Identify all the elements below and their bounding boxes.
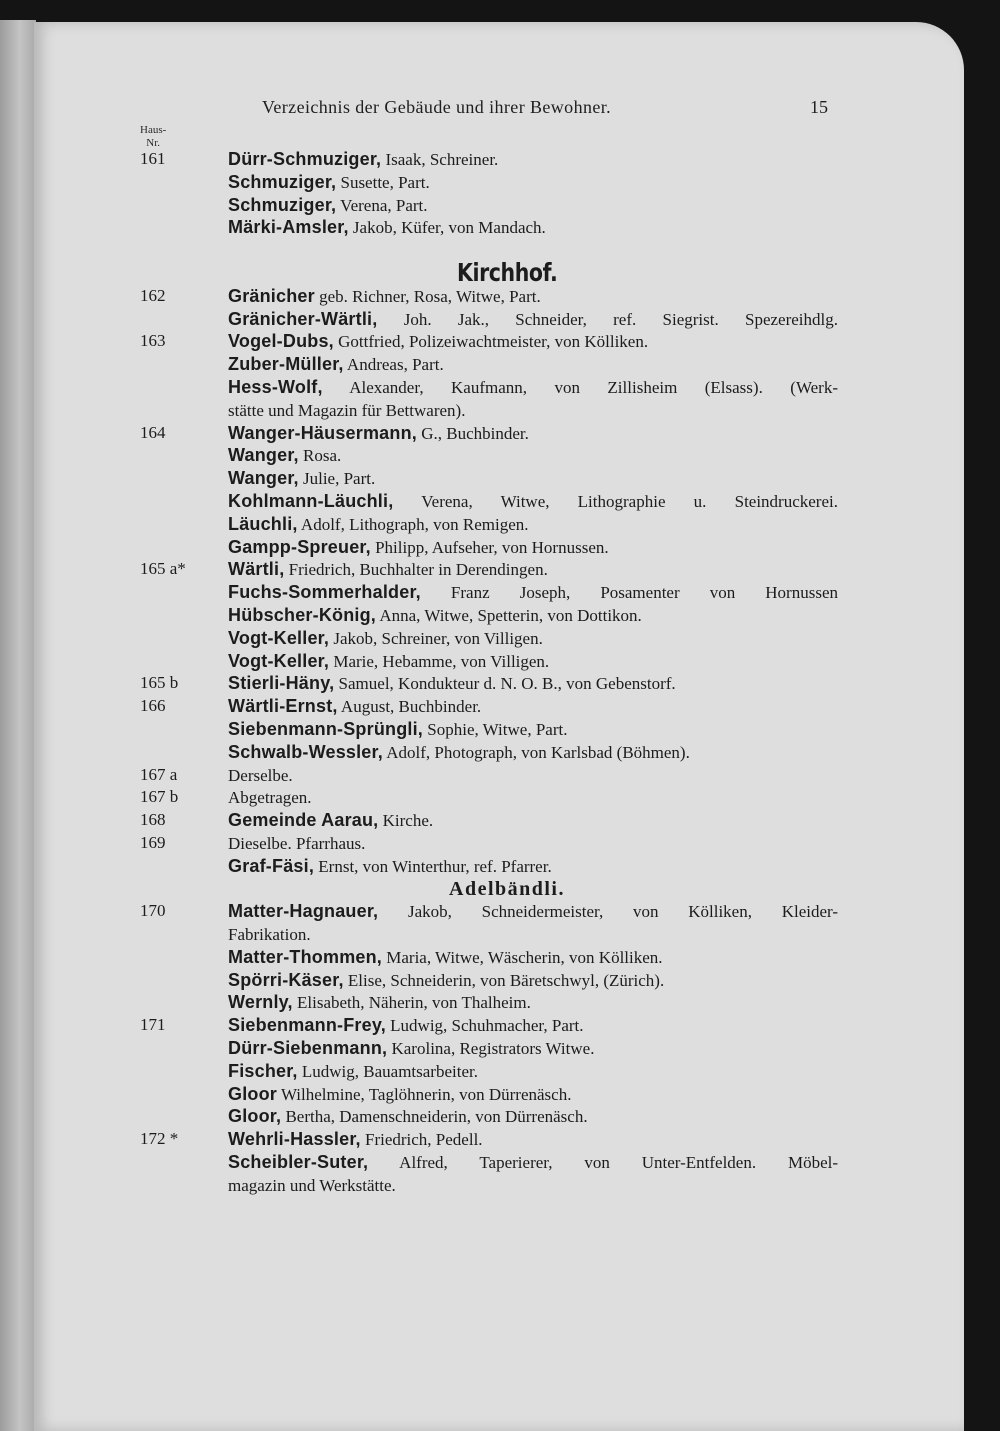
directory-entry xyxy=(0,1060,1000,1083)
entry-text xyxy=(228,216,838,240)
entry-text xyxy=(228,148,838,172)
directory-entry xyxy=(0,650,1000,673)
resident-details: Verena, Witwe, Lithographie u. Steindruckerei. xyxy=(393,491,838,511)
running-head: Verzeichnis der Gebäude und ihrer Bewohner. xyxy=(262,97,612,117)
resident-details: Dieselbe. Pfarrhaus. xyxy=(228,833,366,853)
house-number: 167 a xyxy=(140,764,178,784)
entry-text xyxy=(228,1151,838,1175)
resident-name: Siebenmann-Sprüngli, xyxy=(228,718,424,739)
entry-text xyxy=(228,741,838,765)
entry-text xyxy=(228,809,838,833)
directory-entry xyxy=(0,467,1000,490)
resident-details: Abgetragen. xyxy=(228,788,312,808)
house-number: 165 b xyxy=(140,673,179,693)
resident-name: Schmuziger, xyxy=(228,194,337,215)
resident-name: Vogt-Keller, xyxy=(228,627,330,648)
resident-details: Jakob, Küfer, von Mandach. xyxy=(348,218,546,238)
entry-text xyxy=(228,764,838,788)
resident-details: Isaak, Schreiner. xyxy=(381,150,499,169)
directory-entry xyxy=(0,786,1000,809)
entry-text xyxy=(228,581,838,605)
directory-entry xyxy=(0,285,1000,308)
entry-text xyxy=(228,1060,838,1084)
directory-entry xyxy=(0,855,1000,878)
resident-details: Wilhelmine, Taglöhnerin, von Dürrenäsch. xyxy=(277,1084,572,1104)
house-number: 171 xyxy=(140,1015,166,1035)
resident-name: Graf-Fäsi, xyxy=(228,855,315,876)
resident-details: Philipp, Aufseher, von Hornussen. xyxy=(370,537,609,557)
resident-details: Alexander, Kaufmann, von Zillisheim (Elsass). (Werk- xyxy=(322,377,838,397)
entry-text xyxy=(228,194,838,218)
resident-name: Hübscher-König, xyxy=(228,604,377,625)
resident-details: Ludwig, Bauamtsarbeiter. xyxy=(297,1061,478,1081)
resident-details: Elisabeth, Näherin, von Thalheim. xyxy=(292,993,531,1013)
entry-text xyxy=(228,513,838,537)
entry-text xyxy=(228,490,838,514)
house-number: 166 xyxy=(140,696,166,716)
resident-name: Wanger, xyxy=(228,445,299,466)
resident-name: Gränicher xyxy=(228,285,315,306)
entry-text xyxy=(228,832,838,856)
house-number: 163 xyxy=(140,331,166,351)
resident-details: Jakob, Schreiner, von Villigen. xyxy=(329,628,543,648)
resident-name: Wehrli-Hassler, xyxy=(228,1129,361,1150)
house-number: 172 * xyxy=(140,1129,179,1149)
directory-entry xyxy=(0,741,1000,764)
entry-text xyxy=(228,558,838,582)
entry-text xyxy=(228,718,838,742)
resident-details: Verena, Part. xyxy=(336,195,428,215)
directory-entry xyxy=(0,376,1000,399)
resident-details: Kirche. xyxy=(378,811,434,831)
resident-name: Gloor, xyxy=(228,1106,282,1127)
directory-entry xyxy=(0,581,1000,604)
directory-entry xyxy=(0,969,1000,992)
entry-text xyxy=(228,900,838,924)
entry-text xyxy=(228,786,838,810)
resident-name: Märki-Amsler, xyxy=(228,217,349,238)
entry-text xyxy=(228,467,838,491)
resident-name: Stierli-Häny, xyxy=(228,673,335,694)
entry-text xyxy=(228,330,838,354)
resident-name: Wanger-Häusermann, xyxy=(228,422,417,443)
house-number: 161 xyxy=(140,149,166,168)
resident-details: magazin und Werkstätte. xyxy=(228,1175,396,1195)
entry-text xyxy=(228,672,838,696)
resident-name: Fischer, xyxy=(228,1060,298,1081)
directory-entry xyxy=(0,718,1000,741)
resident-name: Wärtli-Ernst, xyxy=(228,696,338,717)
entry-text xyxy=(228,399,838,423)
resident-details: Bertha, Damenschneiderin, von Dürrenäsch. xyxy=(281,1107,588,1127)
directory-entry xyxy=(0,422,1000,445)
directory-entry xyxy=(0,399,1000,422)
resident-name: Zuber-Müller, xyxy=(228,354,344,375)
entry-text xyxy=(228,444,838,468)
resident-details: Andreas, Part. xyxy=(343,355,444,375)
directory-entry xyxy=(0,1128,1000,1151)
entry-text xyxy=(228,422,838,446)
resident-details: Franz Joseph, Posamenter von Hornussen xyxy=(420,583,838,603)
resident-details: Derselbe. xyxy=(228,765,293,785)
entry-text xyxy=(228,1174,838,1198)
directory-entry xyxy=(0,148,1000,171)
directory-entry xyxy=(0,900,1000,923)
directory-entry xyxy=(0,832,1000,855)
entry-text xyxy=(228,285,838,309)
resident-name: Wernly, xyxy=(228,992,293,1013)
entry-text xyxy=(228,855,838,879)
resident-name: Matter-Thommen, xyxy=(228,946,383,967)
directory-entry xyxy=(0,1014,1000,1037)
resident-name: Gränicher-Wärtli, xyxy=(228,308,378,329)
entry-text xyxy=(228,946,838,970)
directory-entry xyxy=(0,946,1000,969)
resident-details: Anna, Witwe, Spetterin, von Dottikon. xyxy=(376,605,642,625)
directory-entry xyxy=(0,764,1000,787)
house-number: 170 xyxy=(140,901,166,921)
resident-name: Gemeinde Aarau, xyxy=(228,810,379,831)
directory-entry xyxy=(0,171,1000,194)
resident-name: Spörri-Käser, xyxy=(228,969,344,990)
house-number-column-label: Haus- Nr. xyxy=(140,124,167,149)
resident-details: Jakob, Schneidermeister, von Kölliken, Kleider- xyxy=(378,902,838,922)
resident-details: Gottfried, Polizeiwachtmeister, von Kölliken. xyxy=(333,332,649,352)
entry-text xyxy=(228,1083,838,1107)
resident-details: Elise, Schneiderin, von Bäretschwyl, (Zürich). xyxy=(343,970,665,990)
entry-text xyxy=(228,308,838,332)
directory-entry xyxy=(0,1037,1000,1060)
entry-text xyxy=(228,627,838,651)
house-number: 162 xyxy=(140,285,166,305)
resident-details: Adolf, Lithograph, von Remigen. xyxy=(297,514,529,534)
entry-text xyxy=(228,604,838,628)
entry-text xyxy=(228,695,838,719)
entry-text xyxy=(228,536,838,560)
directory-entry xyxy=(0,627,1000,650)
resident-name: Matter-Hagnauer, xyxy=(228,901,379,922)
entry-text xyxy=(228,1014,838,1038)
resident-details: Ludwig, Schuhmacher, Part. xyxy=(385,1016,584,1036)
resident-details: Fabrikation. xyxy=(228,925,311,945)
street-heading xyxy=(0,878,1000,901)
street-heading xyxy=(0,257,1000,287)
resident-details: Karolina, Registrators Witwe. xyxy=(387,1039,595,1059)
entry-text xyxy=(228,171,838,195)
resident-details: Marie, Hebamme, von Villigen. xyxy=(329,651,550,671)
entry-text xyxy=(228,991,838,1015)
directory-entry xyxy=(0,923,1000,946)
resident-name: Dürr-Schmuziger, xyxy=(228,149,382,169)
directory-entry xyxy=(0,991,1000,1014)
resident-details: Samuel, Kondukteur d. N. O. B., von Gebenstorf. xyxy=(334,674,676,694)
resident-name: Wärtli, xyxy=(228,559,285,580)
resident-name: Schmuziger, xyxy=(228,171,337,192)
house-number: 165 a* xyxy=(140,559,186,579)
resident-details: stätte und Magazin für Bettwaren). xyxy=(228,400,466,420)
resident-details: Susette, Part. xyxy=(336,172,430,192)
resident-name: Hess-Wolf, xyxy=(228,376,323,397)
entry-text xyxy=(228,1037,838,1061)
house-number: 167 b xyxy=(140,787,179,807)
resident-name: Gloor xyxy=(228,1083,277,1104)
resident-details: Friedrich, Buchhalter in Derendingen. xyxy=(284,560,548,580)
directory-entry xyxy=(0,672,1000,695)
directory-entry xyxy=(0,1083,1000,1106)
directory-entry xyxy=(0,444,1000,467)
directory-entry xyxy=(0,1151,1000,1174)
directory-entry xyxy=(0,353,1000,376)
resident-name: Schwalb-Wessler, xyxy=(228,741,383,762)
resident-details: Sophie, Witwe, Part. xyxy=(423,719,568,739)
resident-name: Vogt-Keller, xyxy=(228,650,330,671)
directory-entry xyxy=(0,695,1000,718)
directory-entry xyxy=(0,308,1000,331)
resident-details: Maria, Witwe, Wäscherin, von Kölliken. xyxy=(382,947,663,967)
resident-name: Fuchs-Sommerhalder, xyxy=(228,582,421,603)
house-number: 169 xyxy=(140,832,166,852)
directory-entry xyxy=(0,490,1000,513)
resident-name: Dürr-Siebenmann, xyxy=(228,1038,388,1059)
directory-entry xyxy=(0,216,1000,239)
street-heading-text: Adelbändli. xyxy=(449,877,565,900)
resident-details: Julie, Part. xyxy=(298,469,376,489)
resident-name: Vogel-Dubs, xyxy=(228,331,334,352)
resident-name: Kohlmann-Läuchli, xyxy=(228,490,394,511)
resident-details: Ernst, von Winterthur, ref. Pfarrer. xyxy=(314,856,552,876)
resident-details: Alfred, Taperierer, von Unter-Entfelden. Möbel- xyxy=(368,1153,838,1173)
resident-name: Wanger, xyxy=(228,468,299,489)
directory-entry xyxy=(0,194,1000,217)
entry-text xyxy=(228,969,838,993)
directory-entry xyxy=(0,809,1000,832)
entry-text xyxy=(228,650,838,674)
resident-name: Siebenmann-Frey, xyxy=(228,1015,386,1036)
resident-directory-list xyxy=(0,148,1000,1197)
resident-details: Adolf, Photograph, von Karlsbad (Böhmen). xyxy=(382,742,690,762)
street-heading-text: Kirchhof. xyxy=(456,257,558,287)
directory-entry xyxy=(0,604,1000,627)
resident-details: Joh. Jak., Schneider, ref. Siegrist. Spezereihdlg. xyxy=(377,309,838,329)
house-number: 168 xyxy=(140,810,166,830)
resident-details: geb. Richner, Rosa, Witwe, Part. xyxy=(314,286,541,306)
directory-entry xyxy=(0,536,1000,559)
entry-text xyxy=(228,1105,838,1129)
entry-text xyxy=(228,376,838,400)
resident-details: August, Buchbinder. xyxy=(337,697,482,717)
house-number: 164 xyxy=(140,422,166,442)
resident-details: Friedrich, Pedell. xyxy=(360,1130,483,1150)
resident-details: G., Buchbinder. xyxy=(416,423,529,443)
directory-entry xyxy=(0,1105,1000,1128)
directory-entry xyxy=(0,1174,1000,1197)
entry-text xyxy=(228,353,838,377)
entry-text xyxy=(228,1128,838,1152)
directory-entry xyxy=(0,558,1000,581)
page-number: 15 xyxy=(810,97,828,117)
resident-name: Scheibler-Suter, xyxy=(228,1152,369,1173)
resident-name: Gampp-Spreuer, xyxy=(228,536,371,557)
directory-entry xyxy=(0,330,1000,353)
directory-entry xyxy=(0,513,1000,536)
resident-details: Rosa. xyxy=(298,446,342,466)
entry-text xyxy=(228,923,838,947)
resident-name: Läuchli, xyxy=(228,513,298,534)
